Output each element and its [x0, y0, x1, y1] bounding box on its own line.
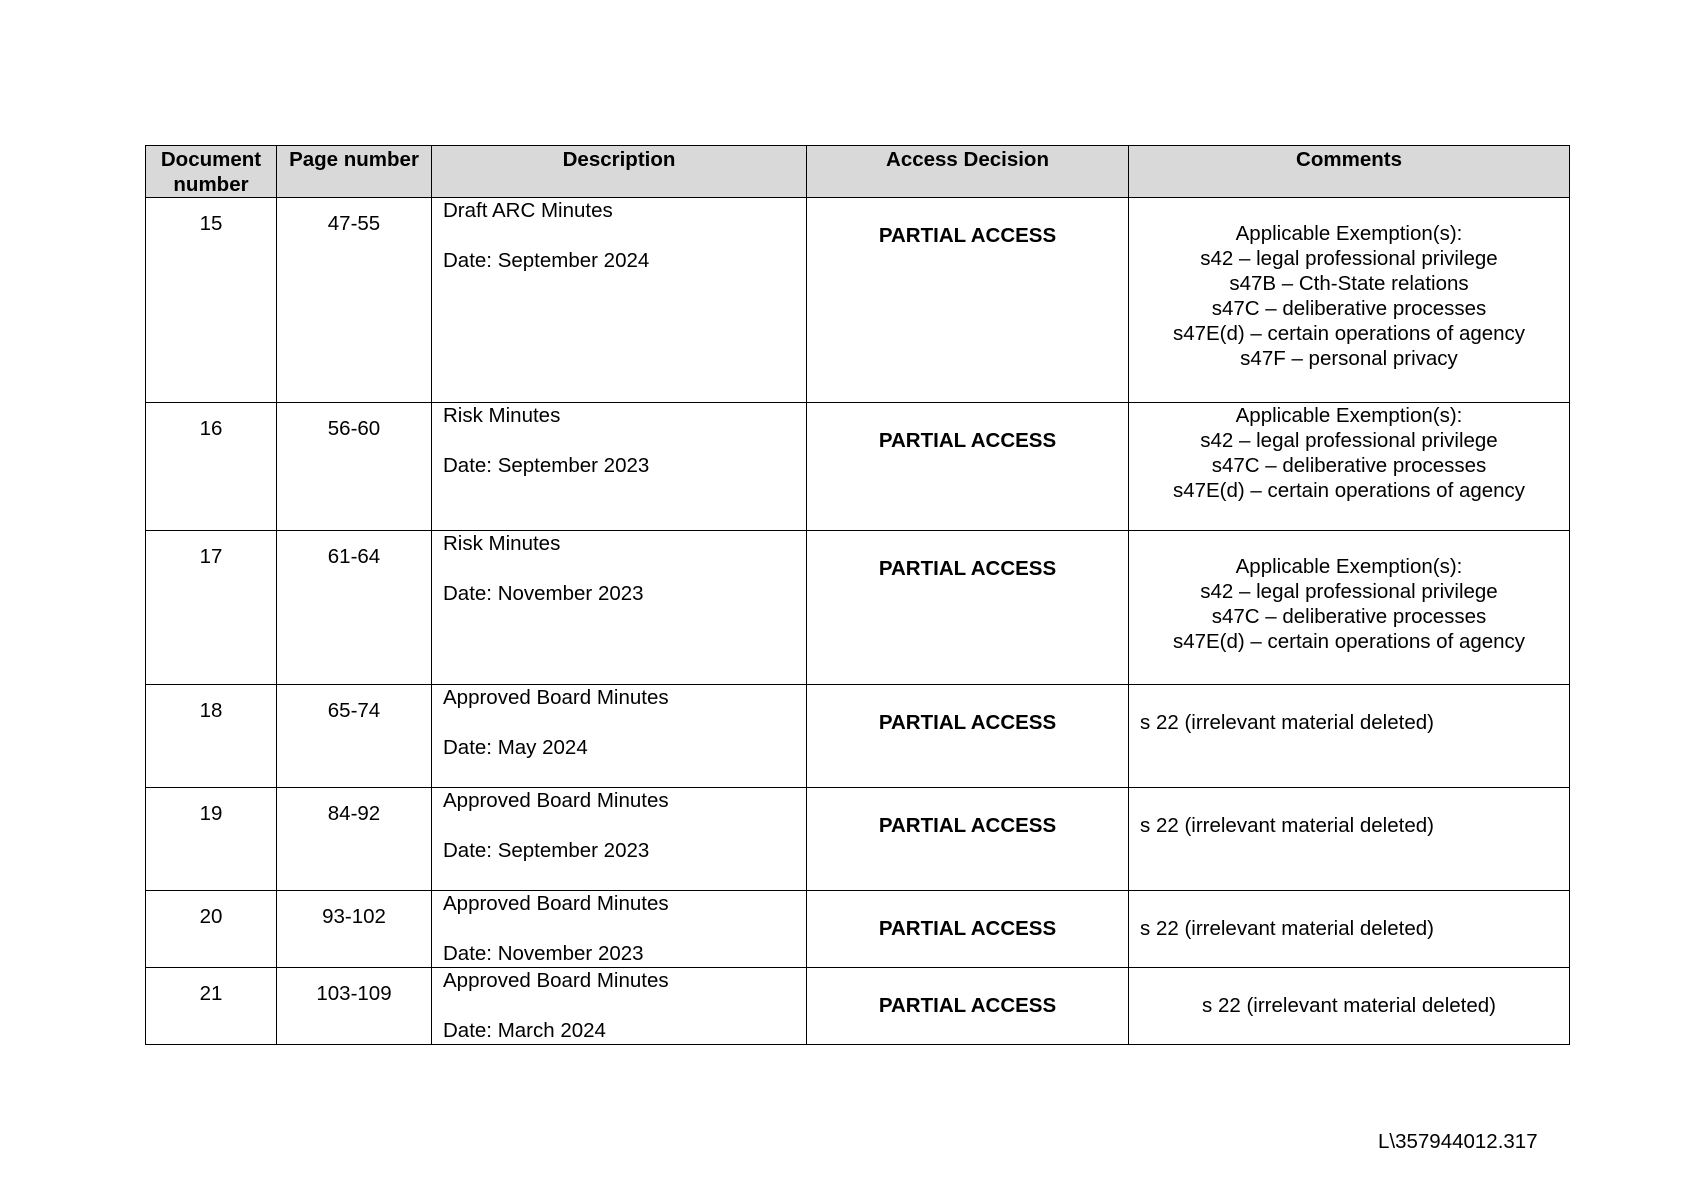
page-number: 61-64 — [327, 545, 381, 568]
exemption-heading: Applicable Exemption(s): — [1235, 555, 1463, 578]
document-number: 21 — [199, 982, 223, 1005]
access-decision-cell — [807, 403, 1129, 531]
table-row — [146, 198, 1570, 403]
document-number: 17 — [199, 545, 223, 568]
exemption-list — [1129, 403, 1569, 503]
comments-cell — [1129, 968, 1570, 1045]
document-number: 18 — [199, 699, 223, 722]
access-decision: PARTIAL ACCESS — [878, 814, 1057, 837]
header-page-number: Page number — [277, 146, 432, 198]
access-decision: PARTIAL ACCESS — [878, 994, 1057, 1017]
exemption-item: s47C – deliberative processes — [1211, 605, 1487, 628]
description-date: Date: September 2024 — [443, 249, 650, 272]
table-row — [146, 403, 1570, 531]
comments-cell — [1129, 685, 1570, 788]
comments-cell — [1129, 891, 1570, 968]
description-cell — [432, 788, 807, 891]
page-number-cell — [277, 891, 432, 968]
page-number-cell — [277, 968, 432, 1045]
document-number-cell — [146, 968, 277, 1045]
document-number: 16 — [199, 417, 223, 440]
page-number-cell — [277, 531, 432, 685]
table-row — [146, 788, 1570, 891]
description-date: Date: September 2023 — [443, 454, 650, 477]
access-decision: PARTIAL ACCESS — [878, 429, 1057, 452]
description-date: Date: September 2023 — [443, 839, 650, 862]
table-row — [146, 685, 1570, 788]
access-decision-cell — [807, 685, 1129, 788]
table-row — [146, 968, 1570, 1045]
exemption-item: s42 – legal professional privilege — [1200, 429, 1498, 452]
document-number-cell — [146, 531, 277, 685]
description-date: Date: March 2024 — [443, 1019, 606, 1042]
comments-cell — [1129, 198, 1570, 403]
exemption-item: s47C – deliberative processes — [1211, 454, 1487, 477]
comment-text: s 22 (irrelevant material deleted) — [1140, 711, 1434, 734]
description-date: Date: May 2024 — [443, 736, 588, 759]
document-number-cell — [146, 198, 277, 403]
access-decision: PARTIAL ACCESS — [878, 224, 1057, 247]
page-number: 47-55 — [327, 212, 381, 235]
table-header-row — [146, 146, 1570, 198]
description-title: Approved Board Minutes — [443, 892, 669, 915]
comment-text: s 22 (irrelevant material deleted) — [1202, 994, 1496, 1017]
access-decision: PARTIAL ACCESS — [878, 917, 1057, 940]
description-cell — [432, 531, 807, 685]
description-title: Approved Board Minutes — [443, 969, 669, 992]
exemption-list — [1129, 198, 1569, 371]
page-number-cell — [277, 788, 432, 891]
comment-text: s 22 (irrelevant material deleted) — [1140, 814, 1434, 837]
description-cell — [432, 198, 807, 403]
access-decision-cell — [807, 198, 1129, 403]
page-number: 93-102 — [322, 905, 386, 928]
exemption-item: s47C – deliberative processes — [1211, 297, 1487, 320]
table-row — [146, 531, 1570, 685]
exemption-item: s42 – legal professional privilege — [1200, 247, 1498, 270]
page-number: 56-60 — [327, 417, 381, 440]
description-title: Risk Minutes — [443, 532, 561, 555]
page-number: 103-109 — [316, 982, 392, 1005]
document-number-cell — [146, 788, 277, 891]
description-title: Approved Board Minutes — [443, 686, 669, 709]
exemption-item: s47E(d) – certain operations of agency — [1172, 322, 1526, 345]
exemption-item: s42 – legal professional privilege — [1200, 580, 1498, 603]
exemption-item: s47B – Cth-State relations — [1229, 272, 1469, 295]
header-access-decision: Access Decision — [807, 146, 1129, 198]
description-date: Date: November 2023 — [443, 582, 644, 605]
page-number-cell — [277, 403, 432, 531]
page-number-cell — [277, 685, 432, 788]
access-decision-cell — [807, 788, 1129, 891]
document-number: 15 — [199, 212, 223, 235]
table-row — [146, 891, 1570, 968]
description-cell — [432, 891, 807, 968]
comments-cell — [1129, 531, 1570, 685]
comments-cell — [1129, 403, 1570, 531]
page-number: 84-92 — [327, 802, 381, 825]
page-number: 65-74 — [327, 699, 381, 722]
exemption-list — [1129, 531, 1569, 654]
document-number-cell — [146, 891, 277, 968]
access-decision-cell — [807, 531, 1129, 685]
comment-text: s 22 (irrelevant material deleted) — [1140, 917, 1434, 940]
access-decision-cell — [807, 891, 1129, 968]
exemption-item: s47E(d) – certain operations of agency — [1172, 479, 1526, 502]
description-title: Risk Minutes — [443, 404, 561, 427]
page-number-cell — [277, 198, 432, 403]
exemption-heading: Applicable Exemption(s): — [1235, 404, 1463, 427]
access-decision: PARTIAL ACCESS — [878, 711, 1057, 734]
exemption-item: s47F – personal privacy — [1240, 347, 1458, 370]
description-cell — [432, 403, 807, 531]
description-cell — [432, 685, 807, 788]
document-reference: L\357944012.317 — [1378, 1130, 1538, 1153]
documents-table — [145, 145, 1570, 1045]
document-number: 19 — [199, 802, 223, 825]
exemption-heading: Applicable Exemption(s): — [1235, 222, 1463, 245]
document-number-cell — [146, 403, 277, 531]
access-decision-cell — [807, 968, 1129, 1045]
comments-cell — [1129, 788, 1570, 891]
description-cell — [432, 968, 807, 1045]
header-document-number: Document number — [146, 146, 277, 198]
header-description: Description — [432, 146, 807, 198]
description-date: Date: November 2023 — [443, 942, 644, 965]
access-decision: PARTIAL ACCESS — [878, 557, 1057, 580]
exemption-item: s47E(d) – certain operations of agency — [1172, 630, 1526, 653]
description-title: Draft ARC Minutes — [443, 199, 613, 222]
document-number-cell — [146, 685, 277, 788]
description-title: Approved Board Minutes — [443, 789, 669, 812]
header-comments: Comments — [1129, 146, 1570, 198]
document-number: 20 — [199, 905, 223, 928]
